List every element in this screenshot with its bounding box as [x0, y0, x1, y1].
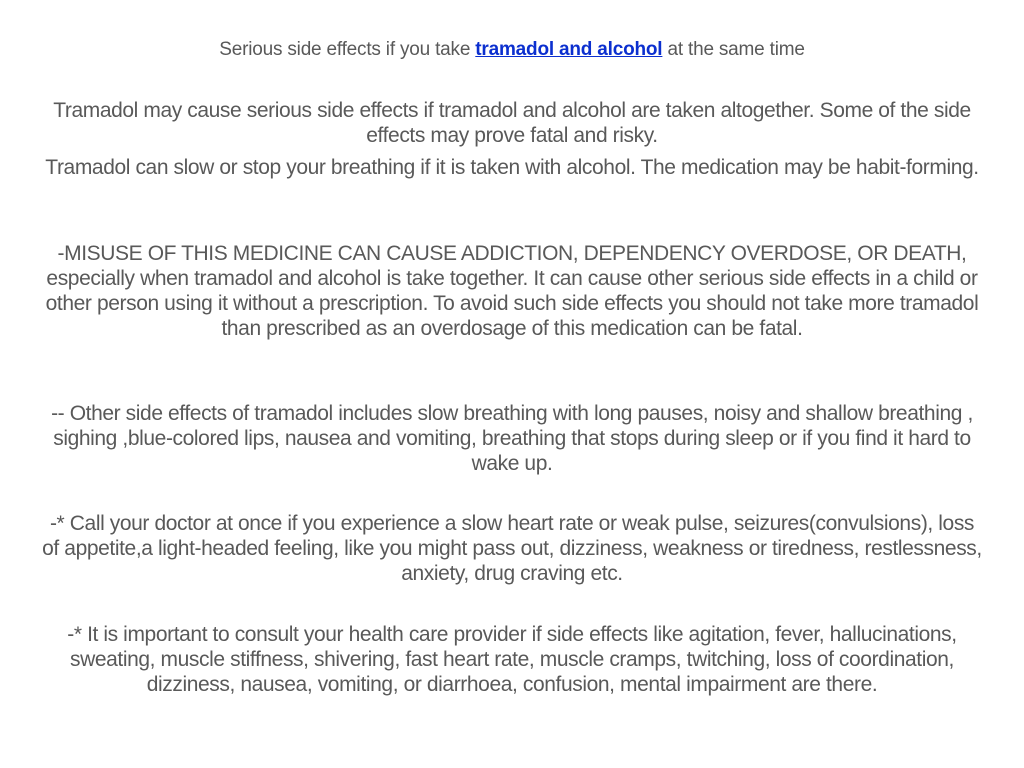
paragraph-other-side-effects: -- Other side effects of tramadol includes slow breathing with long pauses, noisy and shallow breathing , sighing ,blue-colored lips, nausea and vomiting, breathing that stops during sleep or if you find it hard to wake up. — [51, 402, 973, 475]
heading-text-before: Serious side effects if you take — [219, 39, 476, 60]
paragraph-intro: Tramadol may cause serious side effects if tramadol and alcohol are taken altogether. Some of the side effects may prove fatal and risky. — [53, 99, 971, 147]
paragraph-breathing: Tramadol can slow or stop your breathing if it is taken with alcohol. The medication may be habit-forming. — [45, 156, 979, 179]
paragraph-call-doctor: -* Call your doctor at once if you experience a slow heart rate or weak pulse, seizures(convulsions), loss of appetite,a light-headed feeling, like you might pass out, dizziness, weakness or tiredness, restlessness, anxiety, drug craving etc. — [42, 512, 982, 585]
tramadol-alcohol-link[interactable]: tramadol and alcohol — [475, 39, 663, 60]
heading-text-after: at the same time — [662, 39, 805, 60]
paragraph-consult-provider: -* It is important to consult your health care provider if side effects like agitation, fever, hallucinations, sweating, muscle stiffness, shivering, fast heart rate, muscle cramps, twitching, loss of coordination, dizziness, nausea, vomiting, or diarrhoea, confusion, mental impairment are there. — [67, 623, 957, 696]
paragraph-misuse-warning: -MISUSE OF THIS MEDICINE CAN CAUSE ADDICTION, DEPENDENCY OVERDOSE, OR DEATH, especially when tramadol and alcohol is take together. It can cause other serious side effects in a child or other person using it without a prescription. To avoid such side effects you should not take more tramadol than prescribed as an overdosage of this medication can be fatal. — [45, 242, 979, 340]
slide-heading — [0, 38, 1024, 62]
